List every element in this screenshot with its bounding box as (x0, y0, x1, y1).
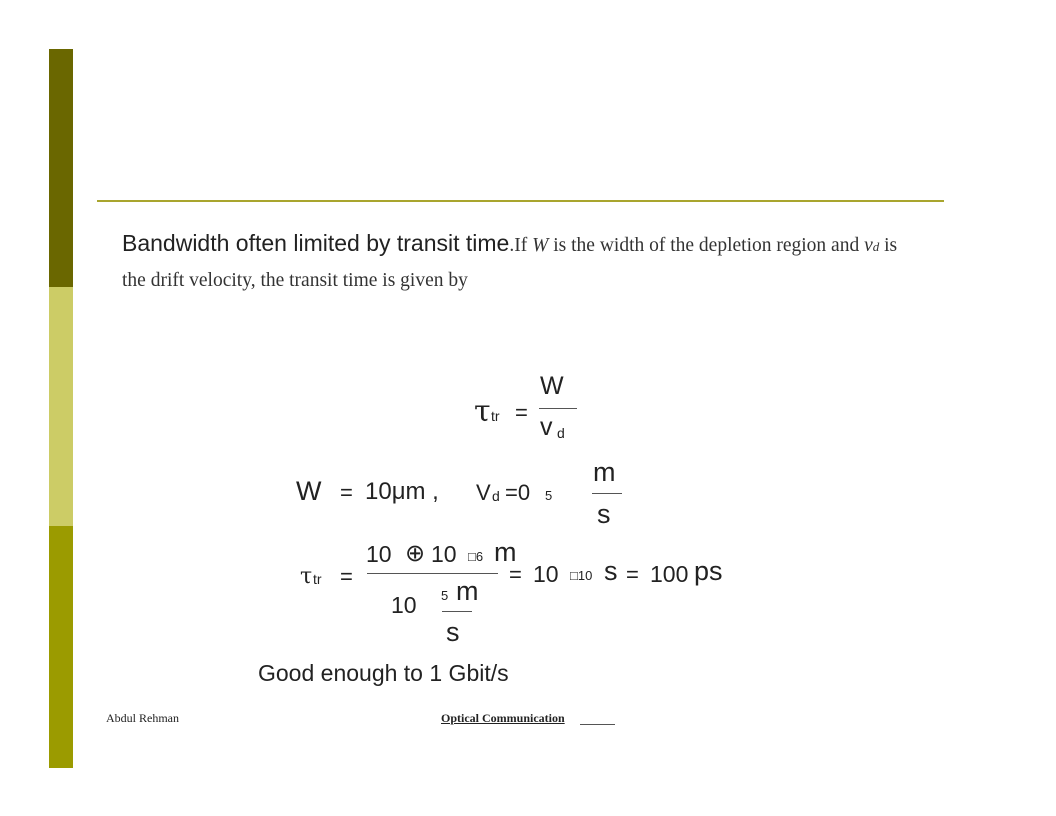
footer-author: Abdul Rehman (106, 711, 179, 725)
fraction-bar (367, 573, 498, 574)
footer-course: Optical Communication (441, 711, 565, 725)
intro-paragraph: Bandwidth often limited by transit time.If W is the width of the depletion region and vd is the drift velocity, the transit time is given by (122, 230, 898, 291)
footer-underline (580, 724, 615, 725)
header-rule (97, 200, 944, 202)
conclusion-text: Good enough to 1 Gbit/s (258, 660, 509, 686)
lead-text: Bandwidth often limited by transit time (122, 230, 510, 256)
sidebar-bar-olive (49, 526, 73, 768)
fraction-bar (592, 493, 622, 494)
sidebar-bar-dark (49, 49, 73, 287)
fraction-bar (442, 611, 472, 612)
fraction-bar (539, 408, 577, 409)
sidebar-bar-light (49, 287, 73, 526)
exponent: □10 (570, 568, 593, 583)
exponent: □6 (468, 549, 484, 564)
